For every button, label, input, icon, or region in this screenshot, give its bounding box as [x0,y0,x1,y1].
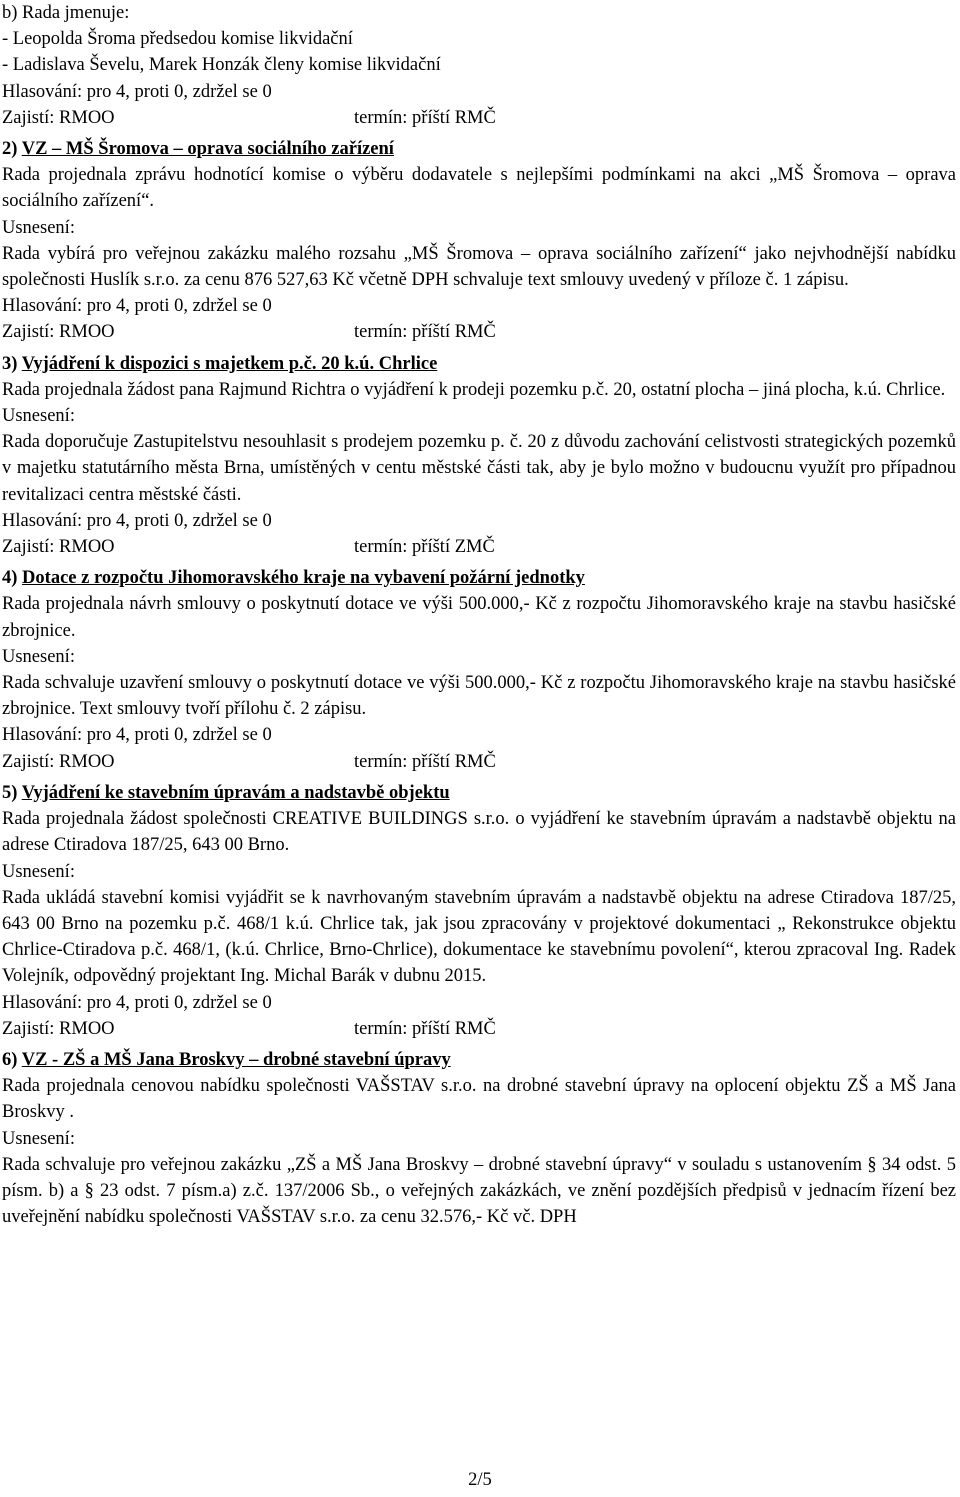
section-number: 6) [2,1049,18,1070]
section-title: Vyjádření ke stavebním úpravám a nadstavbě objektu [21,782,450,803]
section-heading [2,136,956,162]
agenda-section-3 [2,351,956,561]
responsible-party: Zajistí: RMOO [2,107,115,128]
section-body: Rada projednala návrh smlouvy o poskytnutí dotace ve výši 500.000,- Kč z rozpočtu Jihomoravského kraje na stavbu hasičské zbrojnice. [2,594,956,641]
section-heading [2,565,956,591]
vote-line: Hlasování: pro 4, proti 0, zdržel se 0 [2,296,272,317]
responsibility-line [2,1016,956,1042]
section-heading [2,780,956,806]
section-body: Rada projednala zprávu hodnotící komise o výběru dodavatele s nejlepšími podmínkami na akci „MŠ Šromova – oprava sociálního zařízení“. [2,165,956,212]
agenda-section-2 [2,136,956,346]
intro-block [2,0,956,131]
responsibility-line [2,749,956,775]
section-number: 3) [2,353,18,374]
agenda-section-4 [2,565,956,775]
section-body: Rada projednala žádost pana Rajmund Richtra o vyjádření k prodeji pozemku p.č. 20, ostatní plocha – jiná plocha, k.ú. Chrlice. [2,379,946,400]
vote-line: Hlasování: pro 4, proti 0, zdržel se 0 [2,725,272,746]
deadline: termín: příští RMČ [354,107,496,128]
usneseni-label: Usnesení: [2,646,75,667]
deadline: termín: příští RMČ [354,1018,496,1039]
resolution-text: Rada schvaluje pro veřejnou zakázku „ZŠ a MŠ Jana Broskvy – drobné stavební úpravy“ v souladu s ustanovením § 34 odst. 5 písm. b) a § 23 odst. 7 písm.a) z.č. 137/2006 Sb., o veřejných zakázkách, ve znění pozdějších předpisů v jednacím řízení bez uveřejnění nabídku společnosti VAŠSTAV s.r.o. za cenu 32.576,- Kč vč. DPH [2,1154,956,1228]
usneseni-label: Usnesení: [2,406,75,427]
responsibility-line [2,534,956,560]
section-heading [2,351,956,377]
responsibility-line [2,105,956,131]
responsible-party: Zajistí: RMOO [2,1018,115,1039]
section-number: 5) [2,782,18,803]
section-number: 2) [2,139,18,160]
section-title: VZ – MŠ Šromova – oprava sociálního zařízení [21,139,394,160]
intro-item: - Ladislava Ševelu, Marek Honzák členy komise likvidační [2,55,441,76]
resolution-text: Rada schvaluje uzavření smlouvy o poskytnutí dotace ve výši 500.000,- Kč z rozpočtu Jihomoravského kraje na stavbu hasičské zbrojnice. Text smlouvy tvoří přílohu č. 2 zápisu. [2,673,956,720]
section-title: VZ - ZŠ a MŠ Jana Broskvy – drobné stavební úpravy [21,1049,451,1070]
responsible-party: Zajistí: RMOO [2,322,115,343]
deadline: termín: příští RMČ [354,322,496,343]
section-title: Dotace z rozpočtu Jihomoravského kraje na vybavení požární jednotky [22,568,585,589]
responsible-party: Zajistí: RMOO [2,537,115,558]
usneseni-label: Usnesení: [2,1128,75,1149]
section-body: Rada projednala cenovou nabídku společnosti VAŠSTAV s.r.o. na drobné stavební úpravy na oplocení objektu ZŠ a MŠ Jana Broskvy . [2,1076,956,1123]
deadline: termín: příští ZMČ [354,537,495,558]
usneseni-label: Usnesení: [2,217,75,238]
vote-line: Hlasování: pro 4, proti 0, zdržel se 0 [2,510,272,531]
usneseni-label: Usnesení: [2,861,75,882]
responsible-party: Zajistí: RMOO [2,751,115,772]
agenda-section-5 [2,780,956,1042]
agenda-section-6 [2,1047,956,1230]
intro-header: b) Rada jmenuje: [2,3,130,23]
page-number: 2/5 [468,1470,492,1490]
vote-line: Hlasování: pro 4, proti 0, zdržel se 0 [2,81,272,102]
responsibility-line [2,319,956,345]
resolution-text: Rada vybírá pro veřejnou zakázku malého rozsahu „MŠ Šromova – oprava sociálního zařízení“ jako nejvhodnější nabídku společnosti Huslík s.r.o. za cenu 876 527,63 Kč včetně DPH schvaluje text smlouvy uvedený v příloze č. 1 zápisu. [2,243,956,291]
intro-item: - Leopolda Šroma předsedou komise likvidační [2,29,353,50]
section-heading [2,1047,956,1073]
section-body: Rada projednala žádost společnosti CREATIVE BUILDINGS s.r.o. o vyjádření ke stavebním úpravám a nadstavbě objektu na adrese Ctiradova 187/25, 643 00 Brno. [2,809,956,856]
deadline: termín: příští RMČ [354,751,496,772]
vote-line: Hlasování: pro 4, proti 0, zdržel se 0 [2,992,272,1013]
resolution-text: Rada ukládá stavební komisi vyjádřit se k navrhovaným stavebním úpravám a nadstavbě objektu na adrese Ctiradova 187/25, 643 00 Brno na pozemku p.č. 468/1 k.ú. Chrlice tak, jak jsou zpracovány v projektové dokumentaci „ Rekonstrukce objektu Chrlice-Ctiradova p.č. 468/1, (k.ú. Chrlice, Brno-Chrlice), dokumentace ke stavebnímu povolení“, kterou zpracoval Ing. Radek Volejník, odpovědný projektant Ing. Michal Barák v dubnu 2015. [2,887,956,987]
section-title: Vyjádření k dispozici s majetkem p.č. 20 k.ú. Chrlice [21,353,438,374]
resolution-text: Rada doporučuje Zastupitelstvu nesouhlasit s prodejem pozemku p. č. 20 z důvodu zachování celistvosti strategických pozemků v majetku statutárního města Brna, umístěných v centu městské části tak, aby je bylo možno v budoucnu využít pro případnou revitalizaci centra městské části. [2,432,956,505]
section-number: 4) [2,568,18,589]
